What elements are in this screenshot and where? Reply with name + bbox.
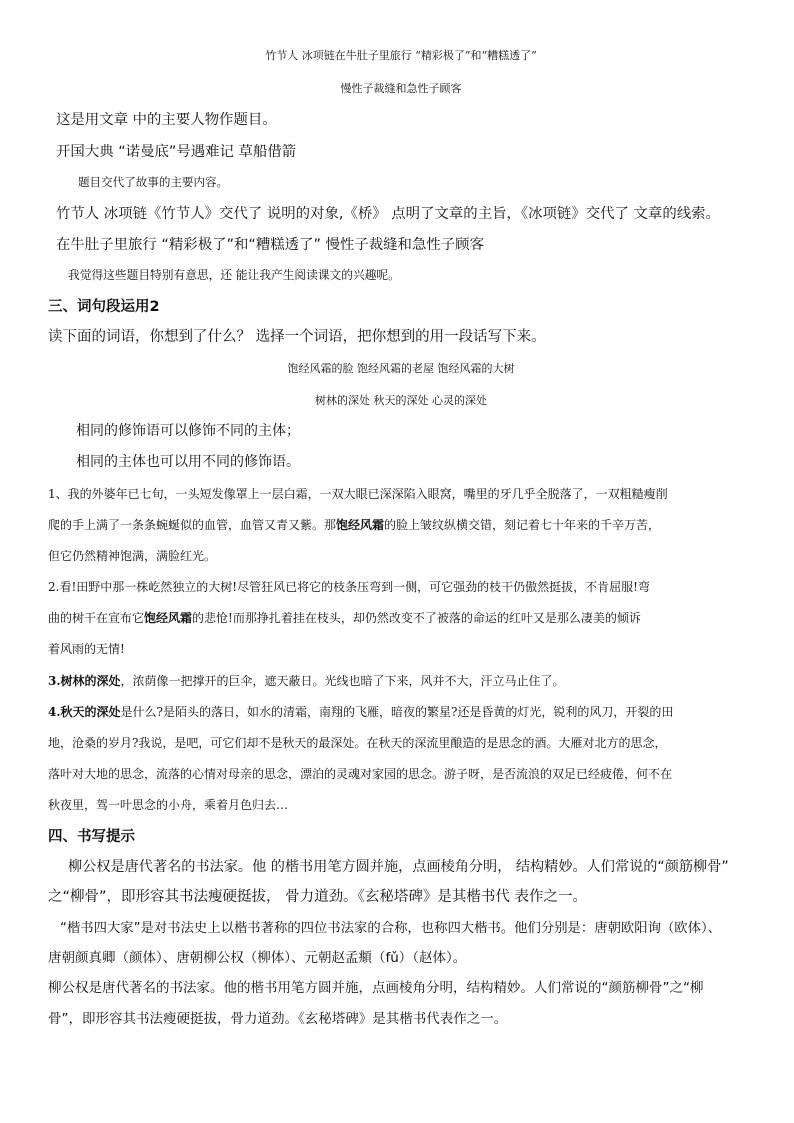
section-4-para-1-line-1: 柳公权是唐代著名的书法家。他 的楷书用笔方圆并施，点画棱角分明， 结构精妙。人们常说的“颜筋柳骨” xyxy=(68,859,729,875)
keyword: 饱经风霜 xyxy=(144,611,193,625)
title-line-2: 慢性子裁缝和急性子顾客 xyxy=(340,82,462,95)
keyword: 3.树林的深处 xyxy=(48,674,121,688)
example-3-line-1: 3.树林的深处，浓荫像一把撑开的巨伞，遮天蔽日。光线也暗了下来，风并不大，汗立马止住了。 xyxy=(48,674,565,688)
example-1-line-1: 1、我的外婆年已七旬，一头短发像罩上一层白霜，一双大眼已深深陷入眼窝，嘴里的牙几乎全脱落了，一双粗糙瘦削 xyxy=(48,487,668,501)
phrases-line-1: 饱经风霜的脸 饱经风霜的老屋 饱经风霜的大树 xyxy=(287,362,515,375)
example-2-line-1: 2.看!田野中那一株屹然独立的大树!尽管狂风已将它的枝条压弯到一侧，可它强劲的枝干仍傲然挺拔，不肯屈服!弯 xyxy=(48,580,650,594)
section-4-heading: 四、书写提示 xyxy=(48,829,135,845)
example-4-line-1: 4.秋天的深处是什么?是陌头的落日，如水的清霜，南翔的飞雁，暗夜的繁星?还是昏黄的灯光，锐利的风刀，开裂的田 xyxy=(48,705,674,719)
section-4-para-3-line-1: 柳公权是唐代著名的书法家。他的楷书用笔方圆并施，点画棱角分明，结构精妙。人们常说的“颜筋柳骨”之“柳 xyxy=(48,980,704,996)
note-line-1: 相同的修饰语可以修饰不同的主体； xyxy=(76,423,300,439)
titles-para-2: 开国大典 “诺曼底”号遇难记 草船借箭 xyxy=(56,144,297,160)
section-4-para-2-line-1: “楷书四大家”是对书法史上以楷书著称的四位书法家的合称，也称四大楷书。他们分别是：唐朝欧阳询（欧体）、 xyxy=(60,921,721,936)
titles-para-3: 题目交代了故事的主要内容。 xyxy=(78,175,229,189)
example-4-line-3: 落叶对大地的思念，流落的心情对母亲的思念，漂泊的灵魂对家园的思念。游子呀，是否流浪的双足已经疲倦，何不在 xyxy=(48,767,673,781)
titles-para-6: 我觉得这些题目特别有意思，还 能让我产生阅读课文的兴趣呢。 xyxy=(68,268,400,282)
example-2-line-3: 着风雨的无情! xyxy=(48,642,125,656)
note-line-2: 相同的主体也可以用不同的修饰语。 xyxy=(76,454,300,470)
example-1-line-2: 爬的手上满了一条条蜿蜒似的血管，血管又青又紫。那饱经风霜的脸上皱纹纵横交错，刻记着七十年来的千辛万苦， xyxy=(48,518,661,532)
example-4-line-2: 地，沧桑的岁月?我说，是吧，可它们却不是秋天的最深处。在秋天的深流里酿造的是思念的酒。大雁对北方的思念， xyxy=(48,736,667,750)
keyword: 饱经风霜 xyxy=(336,518,385,532)
phrases-line-2: 树林的深处 秋天的深处 心灵的深处 xyxy=(315,394,487,407)
example-4-line-4: 秋夜里，驾一叶思念的小舟，乘着月色归去… xyxy=(48,798,289,812)
keyword: 4.秋天的深处 xyxy=(48,705,121,719)
section-4-para-1-line-2: 之“柳骨”，即形容其书法瘦硬挺拔， 骨力道劲。《玄秘塔碑》是其楷书代 表作之一。 xyxy=(48,889,587,905)
titles-para-1: 这是用文章 中的主要人物作题目。 xyxy=(56,112,277,128)
section-4-para-3-line-2: 骨”，即形容其书法瘦硬挺拔，骨力道劲。《玄秘塔碑》是其楷书代表作之一。 xyxy=(48,1011,508,1027)
titles-para-5: 在牛肚子里旅行 “精彩极了”和“糟糕透了” 慢性子裁缝和急性子顾客 xyxy=(56,237,484,253)
example-1-line-3: 但它仍然精神饱满，满脸红光。 xyxy=(48,549,217,563)
titles-para-4: 竹节人 冰项链《竹节人》交代了 说明的对象,《桥》 点明了文章的主旨，《冰项链》交代了 文章的线索。 xyxy=(56,206,720,222)
section-3-prompt: 读下面的词语，你想到了什么？ 选择一个词语，把你想到的用一段话写下来。 xyxy=(48,329,546,345)
section-3-heading: 三、词句段运用2 xyxy=(48,299,160,315)
title-line-1: 竹节人 冰项链在牛肚子里旅行 “精彩极了”和“糟糕透了” xyxy=(265,49,537,62)
section-4-para-2-line-2: 唐朝颜真卿（颜体）、唐朝柳公权（柳体）、元朝赵孟頫（fǔ）（赵体）。 xyxy=(48,950,467,966)
example-2-line-2: 曲的树干在宣布它饱经风霜的悲怆!而那挣扎着挂在枝头，却仍然改变不了被落的命运的红叶又是那么凄美的倾诉 xyxy=(48,611,641,625)
